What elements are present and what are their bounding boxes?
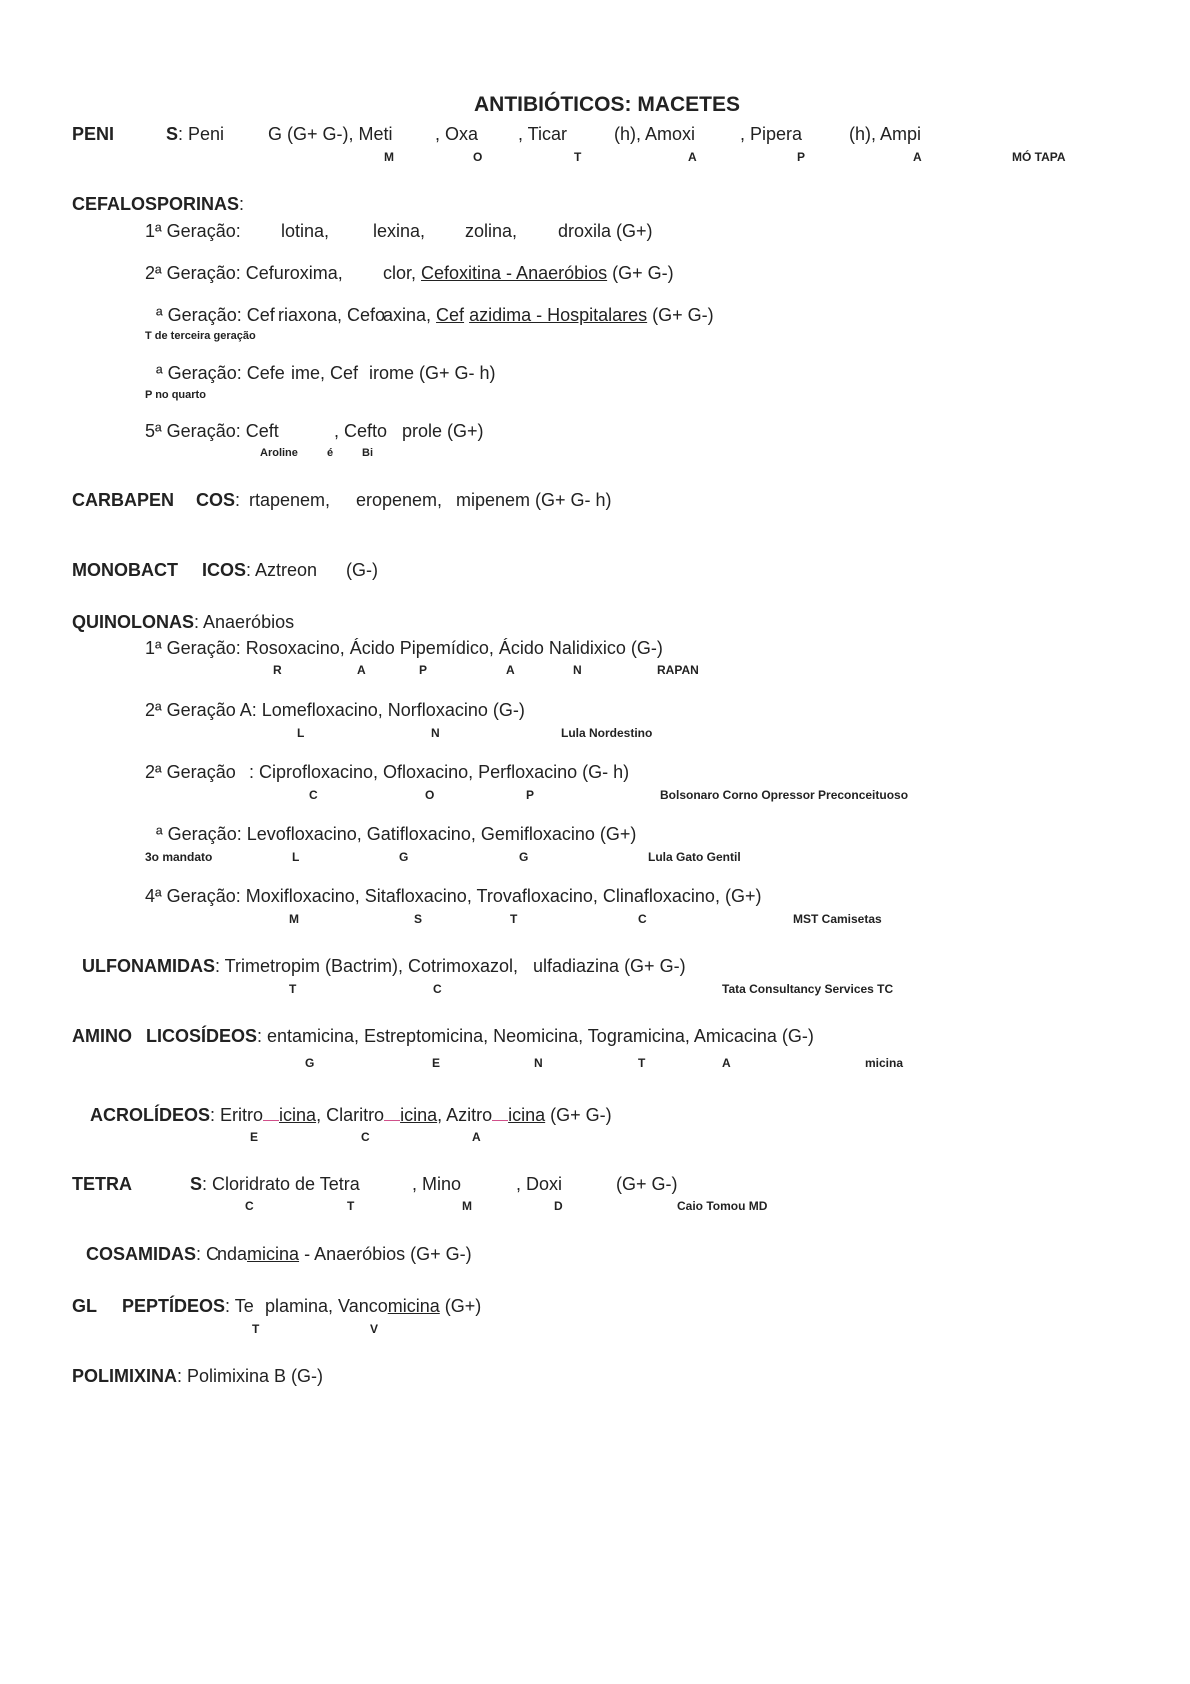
section-heading: CEFALOSPORINAS:: [72, 194, 245, 214]
drug-text: lexina,: [373, 221, 426, 241]
mnemonic-letter: A: [357, 663, 366, 677]
drug-list: PEPTÍDEOS: Te: [122, 1296, 254, 1316]
mnemonic-letter: L: [297, 726, 305, 740]
mnemonic-letter: C: [361, 1130, 370, 1144]
mnemonic: MST Camisetas: [793, 912, 882, 926]
mnemonic: MÓ TAPA: [1012, 150, 1066, 164]
drug-text: (G+ G-): [616, 1174, 678, 1194]
mnemonic-letter: L: [292, 850, 300, 864]
mnemonic-note: P no quarto: [145, 389, 206, 401]
mnemonic-letter: M: [289, 912, 299, 926]
drug-list: ndamicina - Anaeróbios (G+ G-): [217, 1244, 472, 1264]
generation-label: 2ª Geração: Cefuroxima,: [145, 263, 343, 283]
mnemonic-note: T de terceira geração: [145, 330, 256, 342]
section-heading: QUINOLONAS: Anaeróbios: [72, 612, 295, 632]
drug-text: , Mino: [412, 1174, 462, 1194]
drug-text: ulfadiazina (G+ G-): [533, 956, 686, 976]
section-heading: TETRA: [72, 1174, 132, 1194]
drug-text: entamicina, Estreptomicina, Neomicina, Togramicina, Amicacina (G-): [267, 1026, 814, 1046]
generation-label: 1ª Geração:: [145, 221, 241, 241]
drug-text: eropenem,: [356, 490, 443, 510]
mnemonic-letter: P: [526, 788, 535, 802]
drug-list: clor, Cefoxitina - Anaeróbios (G+ G-): [383, 263, 674, 283]
drug-text: lotina,: [281, 221, 330, 241]
mnemonic-note: Aroline: [260, 447, 298, 459]
mnemonic-letter: P: [419, 663, 428, 677]
mnemonic: Lula Nordestino: [561, 726, 653, 740]
drug-text: G (G+ G-), Meti: [268, 124, 393, 144]
mnemonic-letter: C: [245, 1199, 254, 1213]
drug-list: COSAMIDAS: C: [86, 1244, 220, 1264]
mnemonic-letter: E: [250, 1130, 259, 1144]
page-title: ANTIBIÓTICOS: MACETES: [474, 93, 740, 116]
drug-list: ULFONAMIDAS: Trimetropim (Bactrim), Cotrimoxazol,: [82, 956, 519, 976]
mnemonic: RAPAN: [657, 663, 699, 677]
drug-list: plamina, Vancomicina (G+): [265, 1296, 482, 1316]
section-heading: AMINO: [72, 1026, 132, 1046]
mnemonic-letter: R: [273, 663, 282, 677]
mnemonic-letter: T: [252, 1322, 260, 1336]
drug-text: (h), Amoxi: [614, 124, 696, 144]
drug-text: (G-): [346, 560, 378, 580]
drug-list: S: Peni: [166, 124, 225, 144]
mnemonic-note: 3o mandato: [145, 850, 213, 864]
drug-list: axina, Cef azidima - Hospitalares (G+ G-): [383, 305, 714, 325]
drug-list: POLIMIXINA: Polimixina B (G-): [72, 1366, 324, 1386]
mnemonic-letter: M: [462, 1199, 472, 1213]
section-heading: GL: [72, 1296, 97, 1316]
mnemonic-letter: A: [506, 663, 515, 677]
generation-label: ª Geração: Cef: [156, 305, 275, 325]
mnemonic: Bolsonaro Corno Opressor Preconceituoso: [660, 788, 909, 802]
section-heading: CARBAPEN: [72, 490, 175, 510]
mnemonic: Tata Consultancy Services TC: [722, 982, 894, 996]
mnemonic-letter: G: [399, 850, 409, 864]
mnemonic-letter: E: [432, 1056, 441, 1070]
mnemonic-letter: A: [722, 1056, 731, 1070]
drug-text: mipenem (G+ G- h): [456, 490, 612, 510]
section-heading: MONOBACT: [72, 560, 178, 580]
mnemonic-letter: T: [510, 912, 518, 926]
mnemonic-letter: G: [305, 1056, 315, 1070]
drug-text: zolina,: [465, 221, 518, 241]
drug-text: , Oxa: [435, 124, 479, 144]
mnemonic-letter: G: [519, 850, 529, 864]
drug-text: , Doxi: [516, 1174, 563, 1194]
drug-text: ime, Cef: [291, 363, 359, 383]
mnemonic-letter: T: [574, 150, 582, 164]
mnemonic-letter: A: [472, 1130, 481, 1144]
mnemonic: Caio Tomou MD: [677, 1199, 768, 1213]
mnemonic-letter: V: [370, 1322, 379, 1336]
section-heading: PENI: [72, 124, 115, 144]
mnemonic-letter: C: [309, 788, 318, 802]
mnemonic-letter: C: [638, 912, 647, 926]
mnemonic-letter: N: [534, 1056, 543, 1070]
drug-text: prole (G+): [402, 421, 484, 441]
generation-line: : Ciprofloxacino, Ofloxacino, Perfloxacino (G- h): [249, 762, 630, 782]
generation-line: 2ª Geração A: Lomefloxacino, Norfloxacino (G-): [145, 700, 525, 720]
mnemonic-letter: N: [431, 726, 440, 740]
mnemonic-note: Bi: [362, 447, 373, 459]
drug-text: droxila (G+): [558, 221, 653, 241]
mnemonic-letter: O: [473, 150, 483, 164]
mnemonic-letter: A: [688, 150, 697, 164]
drug-text: irome (G+ G- h): [369, 363, 496, 383]
mnemonic-letter: T: [347, 1199, 355, 1213]
generation-line: 4ª Geração: Moxifloxacino, Sitafloxacino, Trovafloxacino, Clinafloxacino, (G+): [145, 886, 762, 906]
mnemonic: micina: [865, 1056, 904, 1070]
mnemonic-letter: N: [573, 663, 582, 677]
drug-text: (h), Ampi: [849, 124, 922, 144]
mnemonic-letter: T: [638, 1056, 646, 1070]
drug-text: rtapenem,: [249, 490, 331, 510]
mnemonic-letter: A: [913, 150, 922, 164]
drug-list: ACROLÍDEOS: Eritro icina, Claritro icina, Azitro icina (G+ G-): [90, 1105, 612, 1125]
mnemonic-letter: O: [425, 788, 435, 802]
mnemonic-letter: D: [554, 1199, 563, 1213]
drug-text: , Pipera: [740, 124, 803, 144]
mnemonic-letter: P: [797, 150, 806, 164]
mnemonic-letter: T: [289, 982, 297, 996]
generation-label: ª Geração: Cefe: [156, 363, 285, 383]
drug-text: , Ticar: [518, 124, 568, 144]
mnemonic: Lula Gato Gentil: [648, 850, 741, 864]
mnemonic-note: é: [327, 447, 334, 459]
drug-list: ICOS: Aztreon: [202, 560, 318, 580]
generation-line: 1ª Geração: Rosoxacino, Ácido Pipemídico, Ácido Nalidixico (G-): [145, 638, 663, 658]
mnemonic-letter: C: [433, 982, 442, 996]
drug-list: COS:: [196, 490, 246, 510]
generation-label: 2ª Geração: [145, 762, 236, 782]
generation-line: ª Geração: Levofloxacino, Gatifloxacino, Gemifloxacino (G+): [156, 824, 637, 844]
mnemonic-letter: M: [384, 150, 394, 164]
mnemonic-letter: S: [414, 912, 423, 926]
drug-list: S: Cloridrato de Tetra: [190, 1174, 360, 1194]
drug-list: LICOSÍDEOS:: [146, 1026, 263, 1046]
generation-label: 5ª Geração: Ceft: [145, 421, 279, 441]
drug-text: , Cefto: [334, 421, 388, 441]
drug-text: riaxona, Cefo: [278, 305, 386, 325]
